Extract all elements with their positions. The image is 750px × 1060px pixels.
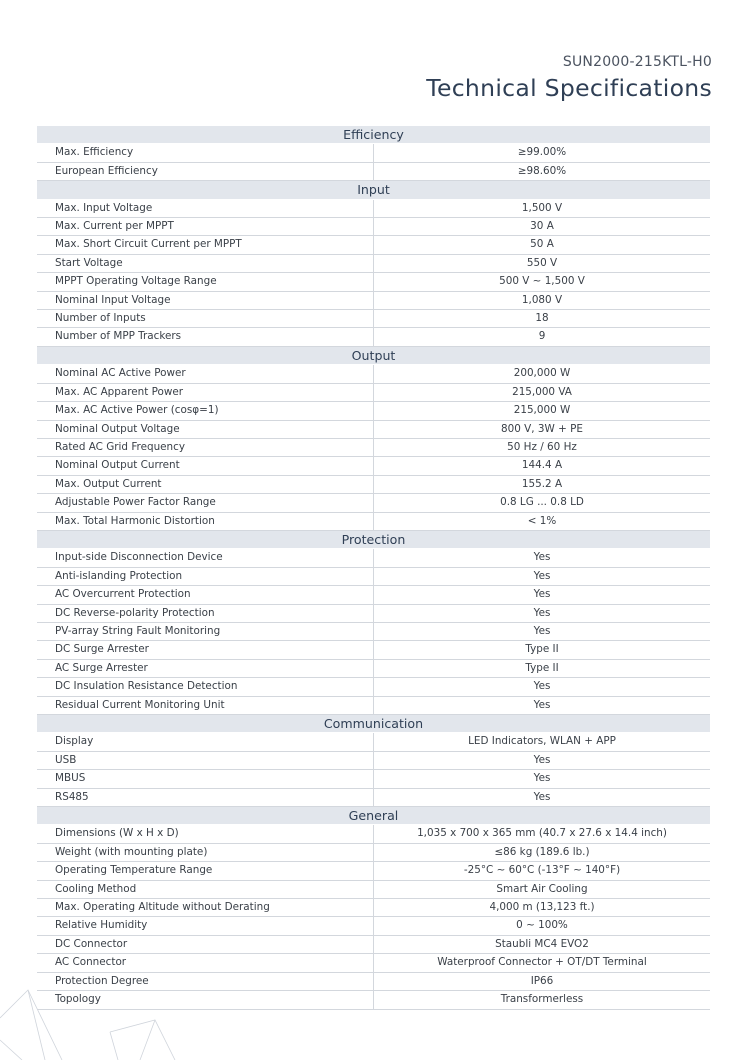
spec-value: 1,080 V: [374, 291, 711, 309]
spec-value: 50 A: [374, 236, 711, 254]
table-row: [37, 991, 710, 1009]
spec-label: Number of MPP Trackers: [37, 328, 374, 346]
spec-label: Start Voltage: [37, 254, 374, 272]
table-row: [37, 162, 710, 180]
spec-label: Nominal Output Current: [37, 457, 374, 475]
table-row: [37, 402, 710, 420]
spec-value: 200,000 W: [374, 365, 711, 383]
section-title: General: [37, 807, 710, 825]
spec-label: Max. Input Voltage: [37, 199, 374, 217]
spec-value: 144.4 A: [374, 457, 711, 475]
spec-value: 9: [374, 328, 711, 346]
spec-value: Yes: [374, 788, 711, 806]
spec-label: DC Insulation Resistance Detection: [37, 678, 374, 696]
spec-label: Display: [37, 733, 374, 751]
table-row: [37, 144, 710, 162]
table-row: [37, 438, 710, 456]
table-row: [37, 494, 710, 512]
page-title: Technical Specifications: [426, 74, 712, 102]
table-row: [37, 622, 710, 640]
spec-value: 1,035 x 700 x 365 mm (40.7 x 27.6 x 14.4 inch): [374, 825, 711, 843]
spec-value: Type II: [374, 659, 711, 677]
spec-value: Yes: [374, 604, 711, 622]
table-row: [37, 218, 710, 236]
spec-value: Type II: [374, 641, 711, 659]
table-row: [37, 935, 710, 953]
spec-value: -25°C ~ 60°C (-13°F ~ 140°F): [374, 862, 711, 880]
table-row: [37, 457, 710, 475]
table-row: [37, 899, 710, 917]
spec-value: Yes: [374, 549, 711, 567]
spec-value: ≥98.60%: [374, 162, 711, 180]
spec-label: Max. AC Apparent Power: [37, 383, 374, 401]
spec-value: 550 V: [374, 254, 711, 272]
spec-label: Operating Temperature Range: [37, 862, 374, 880]
spec-label: USB: [37, 751, 374, 769]
spec-label: Topology: [37, 991, 374, 1009]
spec-label: Max. Output Current: [37, 475, 374, 493]
section-title: Efficiency: [37, 126, 710, 144]
table-row: [37, 199, 710, 217]
table-row: [37, 586, 710, 604]
spec-value: Smart Air Cooling: [374, 880, 711, 898]
spec-value: 500 V ~ 1,500 V: [374, 273, 711, 291]
table-row: [37, 954, 710, 972]
spec-label: Max. Efficiency: [37, 144, 374, 162]
table-row: [37, 696, 710, 714]
spec-value: Yes: [374, 586, 711, 604]
document-header: [426, 54, 712, 102]
spec-label: Max. Short Circuit Current per MPPT: [37, 236, 374, 254]
spec-value: 155.2 A: [374, 475, 711, 493]
spec-value: Yes: [374, 751, 711, 769]
spec-value: Yes: [374, 567, 711, 585]
spec-value: Yes: [374, 770, 711, 788]
table-row: [37, 328, 710, 346]
spec-value: 800 V, 3W + PE: [374, 420, 711, 438]
section-header-output: [37, 346, 710, 364]
table-row: [37, 972, 710, 990]
spec-label: MPPT Operating Voltage Range: [37, 273, 374, 291]
table-row: [37, 273, 710, 291]
spec-label: MBUS: [37, 770, 374, 788]
table-row: [37, 475, 710, 493]
spec-value: ≥99.00%: [374, 144, 711, 162]
spec-label: Nominal Output Voltage: [37, 420, 374, 438]
spec-label: Nominal Input Voltage: [37, 291, 374, 309]
table-row: [37, 549, 710, 567]
spec-label: Max. AC Active Power (cosφ=1): [37, 402, 374, 420]
section-header-communication: [37, 715, 710, 733]
table-row: [37, 512, 710, 530]
spec-value: 215,000 VA: [374, 383, 711, 401]
spec-label: RS485: [37, 788, 374, 806]
spec-value: Yes: [374, 678, 711, 696]
spec-label: Max. Total Harmonic Distortion: [37, 512, 374, 530]
spec-label: AC Connector: [37, 954, 374, 972]
table-row: [37, 788, 710, 806]
spec-value: 215,000 W: [374, 402, 711, 420]
spec-value: LED Indicators, WLAN + APP: [374, 733, 711, 751]
spec-label: Rated AC Grid Frequency: [37, 438, 374, 456]
table-row: [37, 862, 710, 880]
table-row: [37, 254, 710, 272]
section-title: Communication: [37, 715, 710, 733]
spec-label: Relative Humidity: [37, 917, 374, 935]
spec-label: DC Connector: [37, 935, 374, 953]
section-title: Input: [37, 181, 710, 199]
model-name: SUN2000-215KTL-H0: [562, 54, 712, 70]
section-header-general: [37, 807, 710, 825]
section-title: Protection: [37, 530, 710, 548]
table-row: [37, 291, 710, 309]
spec-value: 0.8 LG ... 0.8 LD: [374, 494, 711, 512]
spec-label: Adjustable Power Factor Range: [37, 494, 374, 512]
table-row: [37, 880, 710, 898]
table-row: [37, 678, 710, 696]
table-row: [37, 770, 710, 788]
spec-value: ≤86 kg (189.6 lb.): [374, 843, 711, 861]
table-row: [37, 310, 710, 328]
spec-value: 18: [374, 310, 711, 328]
table-row: [37, 383, 710, 401]
spec-value: Yes: [374, 622, 711, 640]
table-row: [37, 659, 710, 677]
section-header-efficiency: [37, 126, 710, 144]
section-header-protection: [37, 530, 710, 548]
spec-label: DC Surge Arrester: [37, 641, 374, 659]
table-row: [37, 733, 710, 751]
table-row: [37, 917, 710, 935]
spec-label: Residual Current Monitoring Unit: [37, 696, 374, 714]
section-header-input: [37, 181, 710, 199]
spec-value: Waterproof Connector + OT/DT Terminal: [374, 954, 711, 972]
spec-value: < 1%: [374, 512, 711, 530]
section-title: Output: [37, 346, 710, 364]
spec-label: AC Surge Arrester: [37, 659, 374, 677]
table-row: [37, 751, 710, 769]
spec-value: 1,500 V: [374, 199, 711, 217]
spec-label: Input-side Disconnection Device: [37, 549, 374, 567]
spec-label: Protection Degree: [37, 972, 374, 990]
spec-label: Dimensions (W x H x D): [37, 825, 374, 843]
spec-value: 0 ~ 100%: [374, 917, 711, 935]
table-row: [37, 641, 710, 659]
table-row: [37, 365, 710, 383]
table-row: [37, 236, 710, 254]
table-row: [37, 604, 710, 622]
table-row: [37, 825, 710, 843]
spec-value: 4,000 m (13,123 ft.): [374, 899, 711, 917]
spec-label: Number of Inputs: [37, 310, 374, 328]
spec-value: IP66: [374, 972, 711, 990]
specifications-table: [37, 126, 710, 1010]
specifications-table-body: [37, 126, 710, 1009]
spec-label: DC Reverse-polarity Protection: [37, 604, 374, 622]
table-row: [37, 567, 710, 585]
spec-value: 50 Hz / 60 Hz: [374, 438, 711, 456]
table-row: [37, 843, 710, 861]
spec-label: Weight (with mounting plate): [37, 843, 374, 861]
spec-value: Transformerless: [374, 991, 711, 1009]
spec-value: 30 A: [374, 218, 711, 236]
spec-label: Anti-islanding Protection: [37, 567, 374, 585]
spec-label: Nominal AC Active Power: [37, 365, 374, 383]
spec-label: Max. Operating Altitude without Derating: [37, 899, 374, 917]
spec-label: PV-array String Fault Monitoring: [37, 622, 374, 640]
spec-label: European Efficiency: [37, 162, 374, 180]
spec-value: Yes: [374, 696, 711, 714]
spec-label: Max. Current per MPPT: [37, 218, 374, 236]
table-row: [37, 420, 710, 438]
spec-label: Cooling Method: [37, 880, 374, 898]
spec-label: AC Overcurrent Protection: [37, 586, 374, 604]
spec-value: Staubli MC4 EVO2: [374, 935, 711, 953]
